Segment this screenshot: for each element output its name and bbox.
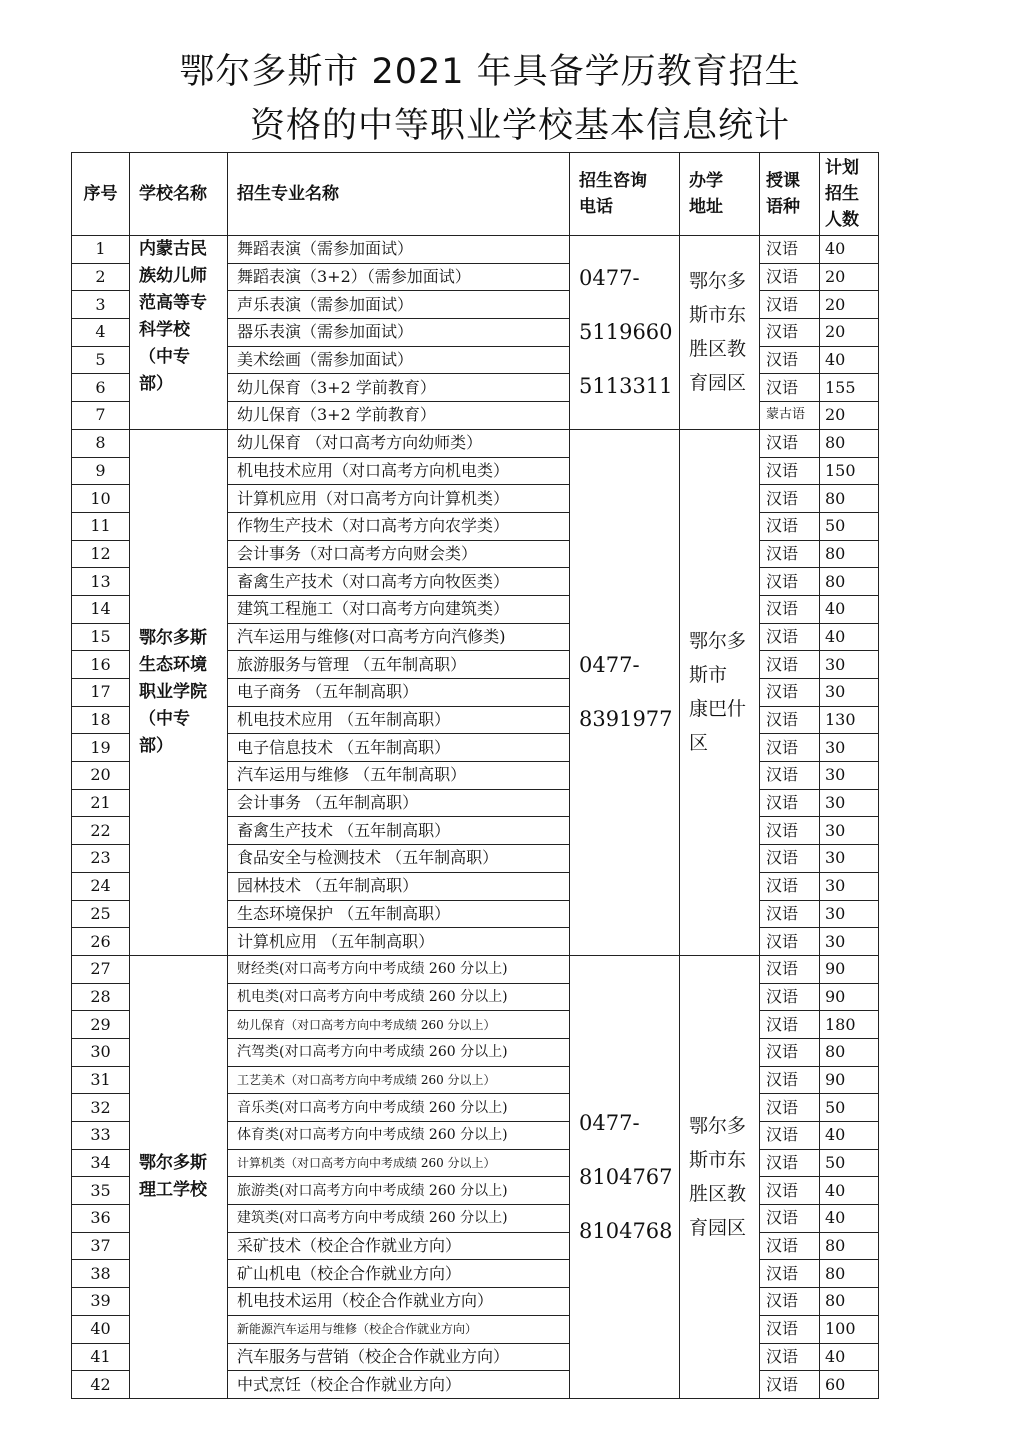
header-phone-line-2: 电话 [579,197,613,217]
planned-count-cell: 40 [820,1122,879,1150]
planned-count-cell: 40 [820,595,879,623]
planned-count-cell: 90 [820,983,879,1011]
serial-no-cell: 41 [72,1343,130,1371]
major-name-cell: 美术绘画（需参加面试） [228,346,570,374]
address-line: 胜区教 [689,1182,747,1205]
school-name-line: 部） [139,735,173,756]
planned-count-cell: 30 [820,845,879,873]
major-name-cell: 幼儿保育 （对口高考方向幼师类） [228,429,570,457]
major-name-cell: 建筑类(对口高考方向中考成绩 260 分以上) [228,1205,570,1233]
major-name-cell: 汽车运用与维修 （五年制高职） [228,762,570,790]
planned-count-cell: 50 [820,1094,879,1122]
serial-no-cell: 29 [72,1011,130,1039]
teaching-language-cell: 汉语 [760,955,820,983]
teaching-language-cell: 汉语 [760,540,820,568]
serial-no-cell: 1 [72,236,130,264]
address-line: 鄂尔多 [689,270,747,293]
consult-phone-cell [570,955,680,1398]
serial-no-cell: 18 [72,706,130,734]
teaching-language-cell: 汉语 [760,706,820,734]
teaching-language-cell: 汉语 [760,845,820,873]
serial-no-cell: 42 [72,1371,130,1399]
teaching-language-cell: 汉语 [760,1122,820,1150]
school-name-line: 职业学院 [139,681,207,702]
serial-no-cell: 15 [72,623,130,651]
address-line: 育园区 [689,1216,747,1239]
teaching-language-cell: 汉语 [760,734,820,762]
serial-no-cell: 27 [72,955,130,983]
serial-no-cell: 32 [72,1094,130,1122]
teaching-language-cell: 汉语 [760,1288,820,1316]
serial-no-cell: 13 [72,568,130,596]
header-planned-count [820,153,879,236]
serial-no-cell: 14 [72,595,130,623]
major-name-cell: 园林技术 （五年制高职） [228,872,570,900]
planned-count-cell: 30 [820,928,879,956]
serial-no-cell: 36 [72,1205,130,1233]
teaching-language-cell: 汉语 [760,1149,820,1177]
header-serial-no: 序号 [72,153,130,236]
header-school-name: 学校名称 [130,153,228,236]
serial-no-cell: 25 [72,900,130,928]
school-address-cell [680,955,760,1398]
address-line: 斯市东 [689,1148,747,1171]
major-name-cell: 汽车运用与维修(对口高考方向汽修类) [228,623,570,651]
major-name-cell: 机电类(对口高考方向中考成绩 260 分以上) [228,983,570,1011]
teaching-language-cell: 汉语 [760,679,820,707]
address-line: 区 [689,732,709,755]
teaching-language-cell: 汉语 [760,346,820,374]
header-count-line-3: 人数 [825,210,859,230]
phone-line: 5119660 [579,320,673,345]
major-name-cell: 食品安全与检测技术 （五年制高职） [228,845,570,873]
serial-no-cell: 30 [72,1038,130,1066]
school-name-line: （中专 [139,708,190,729]
planned-count-cell: 20 [820,291,879,319]
major-name-cell: 财经类(对口高考方向中考成绩 260 分以上) [228,955,570,983]
major-name-cell: 计算机应用（对口高考方向计算机类） [228,485,570,513]
planned-count-cell: 180 [820,1011,879,1039]
planned-count-cell: 150 [820,457,879,485]
header-language-line-2: 语种 [766,197,800,217]
phone-line: 8391977 [579,707,673,732]
serial-no-cell: 33 [72,1122,130,1150]
planned-count-cell: 40 [820,623,879,651]
table-header-row [72,153,879,236]
header-address-line-1: 办学 [689,171,723,191]
teaching-language-cell: 汉语 [760,1343,820,1371]
planned-count-cell: 20 [820,402,879,430]
serial-no-cell: 40 [72,1315,130,1343]
serial-no-cell: 17 [72,679,130,707]
planned-count-cell: 100 [820,1315,879,1343]
school-name-line: （中专 [139,347,190,367]
major-name-cell: 机电技术应用（对口高考方向机电类） [228,457,570,485]
serial-no-cell: 7 [72,402,130,430]
serial-no-cell: 39 [72,1288,130,1316]
header-language [760,153,820,236]
planned-count-cell: 30 [820,651,879,679]
major-name-cell: 采矿技术（校企合作就业方向） [228,1232,570,1260]
major-name-cell: 畜禽生产技术 （五年制高职） [228,817,570,845]
serial-no-cell: 11 [72,512,130,540]
planned-count-cell: 130 [820,706,879,734]
teaching-language-cell: 汉语 [760,429,820,457]
planned-count-cell: 50 [820,512,879,540]
planned-count-cell: 40 [820,1177,879,1205]
major-name-cell: 会计事务（对口高考方向财会类） [228,540,570,568]
planned-count-cell: 80 [820,1288,879,1316]
document-title-line-1: 鄂尔多斯市 2021 年具备学历教育招生 [179,52,801,92]
school-address-cell [680,429,760,955]
planned-count-cell: 80 [820,485,879,513]
major-name-cell: 电子商务 （五年制高职） [228,679,570,707]
planned-count-cell: 30 [820,679,879,707]
teaching-language-cell: 汉语 [760,1260,820,1288]
major-name-cell: 声乐表演（需参加面试） [228,291,570,319]
major-name-cell: 计算机类（对口高考方向中考成绩 260 分以上） [228,1149,570,1177]
major-name-cell: 新能源汽车运用与维修（校企合作就业方向） [228,1315,570,1343]
serial-no-cell: 37 [72,1232,130,1260]
planned-count-cell: 80 [820,429,879,457]
address-line: 康巴什 [689,698,747,721]
document-title-line-2: 资格的中等职业学校基本信息统计 [249,106,790,146]
teaching-language-cell: 汉语 [760,263,820,291]
planned-count-cell: 20 [820,263,879,291]
teaching-language-cell: 汉语 [760,1066,820,1094]
planned-count-cell: 80 [820,540,879,568]
planned-count-cell: 30 [820,762,879,790]
major-name-cell: 幼儿保育（3+2 学前教育） [228,374,570,402]
serial-no-cell: 26 [72,928,130,956]
serial-no-cell: 21 [72,789,130,817]
address-line: 胜区教 [689,338,747,361]
planned-count-cell: 60 [820,1371,879,1399]
major-name-cell: 机电技术应用 （五年制高职） [228,706,570,734]
serial-no-cell: 38 [72,1260,130,1288]
major-name-cell: 计算机应用 （五年制高职） [228,928,570,956]
school-name-line: 部） [139,374,173,394]
major-name-cell: 音乐类(对口高考方向中考成绩 260 分以上) [228,1094,570,1122]
serial-no-cell: 20 [72,762,130,790]
school-name-line: 科学校 [139,320,190,340]
phone-line: 5113311 [579,374,673,399]
serial-no-cell: 23 [72,845,130,873]
teaching-language-cell: 汉语 [760,512,820,540]
header-major-name: 招生专业名称 [228,153,570,236]
serial-no-cell: 4 [72,319,130,347]
major-name-cell: 体育类(对口高考方向中考成绩 260 分以上) [228,1122,570,1150]
school-name-line: 生态环境 [139,654,207,675]
serial-no-cell: 12 [72,540,130,568]
teaching-language-cell: 汉语 [760,1177,820,1205]
header-phone-line-1: 招生咨询 [579,171,647,191]
planned-count-cell: 90 [820,1066,879,1094]
table-row [72,236,879,264]
major-name-cell: 旅游服务与管理 （五年制高职） [228,651,570,679]
serial-no-cell: 10 [72,485,130,513]
address-line: 鄂尔多 [689,1114,747,1137]
header-address-line-2: 地址 [689,197,723,217]
consult-phone-cell [570,236,680,430]
teaching-language-cell: 汉语 [760,1315,820,1343]
teaching-language-cell: 汉语 [760,1094,820,1122]
school-name-cell [130,236,228,430]
major-name-cell: 中式烹饪（校企合作就业方向） [228,1371,570,1399]
planned-count-cell: 30 [820,789,879,817]
address-line: 斯市 [689,664,728,687]
teaching-language-cell: 汉语 [760,291,820,319]
serial-no-cell: 22 [72,817,130,845]
school-name-line: 鄂尔多斯 [139,627,207,648]
phone-line: 0477- [579,653,640,678]
phone-line: 8104767 [579,1164,673,1189]
planned-count-cell: 80 [820,1038,879,1066]
major-name-cell: 机电技术运用（校企合作就业方向） [228,1288,570,1316]
school-name-line: 范高等专 [139,293,207,313]
major-name-cell: 汽车服务与营销（校企合作就业方向） [228,1343,570,1371]
serial-no-cell: 19 [72,734,130,762]
teaching-language-cell: 汉语 [760,1205,820,1233]
teaching-language-cell: 汉语 [760,983,820,1011]
major-name-cell: 舞蹈表演（3+2）（需参加面试） [228,263,570,291]
teaching-language-cell: 汉语 [760,1011,820,1039]
address-line: 鄂尔多 [689,630,747,653]
planned-count-cell: 40 [820,1343,879,1371]
planned-count-cell: 40 [820,236,879,264]
major-name-cell: 畜禽生产技术（对口高考方向牧医类） [228,568,570,596]
school-name-line: 理工学校 [139,1179,207,1200]
teaching-language-cell: 汉语 [760,900,820,928]
major-name-cell: 会计事务 （五年制高职） [228,789,570,817]
major-name-cell: 作物生产技术（对口高考方向农学类） [228,512,570,540]
major-name-cell: 工艺美术（对口高考方向中考成绩 260 分以上） [228,1066,570,1094]
teaching-language-cell: 汉语 [760,374,820,402]
header-count-line-2: 招生 [825,184,859,204]
school-name-cell [130,955,228,1398]
teaching-language-cell: 汉语 [760,1371,820,1399]
major-name-cell: 旅游类(对口高考方向中考成绩 260 分以上) [228,1177,570,1205]
table-body [72,236,879,1399]
planned-count-cell: 20 [820,319,879,347]
address-line: 斯市东 [689,304,747,327]
major-name-cell: 舞蹈表演（需参加面试） [228,236,570,264]
teaching-language-cell: 汉语 [760,623,820,651]
school-name-cell [130,429,228,955]
school-address-cell [680,236,760,430]
major-name-cell: 建筑工程施工（对口高考方向建筑类） [228,595,570,623]
serial-no-cell: 16 [72,651,130,679]
teaching-language-cell: 汉语 [760,789,820,817]
teaching-language-cell: 汉语 [760,1038,820,1066]
school-info-table [71,152,879,1399]
header-address [680,153,760,236]
major-name-cell: 电子信息技术 （五年制高职） [228,734,570,762]
teaching-language-cell: 汉语 [760,817,820,845]
planned-count-cell: 80 [820,1260,879,1288]
teaching-language-cell: 汉语 [760,872,820,900]
major-name-cell: 生态环境保护 （五年制高职） [228,900,570,928]
major-name-cell: 幼儿保育（对口高考方向中考成绩 260 分以上） [228,1011,570,1039]
teaching-language-cell: 汉语 [760,457,820,485]
header-count-line-1: 计划 [825,158,859,178]
serial-no-cell: 9 [72,457,130,485]
serial-no-cell: 6 [72,374,130,402]
major-name-cell: 器乐表演（需参加面试） [228,319,570,347]
table-row [72,955,879,983]
planned-count-cell: 30 [820,872,879,900]
school-name-line: 族幼儿师 [139,266,207,286]
serial-no-cell: 24 [72,872,130,900]
serial-no-cell: 28 [72,983,130,1011]
major-name-cell: 幼儿保育（3+2 学前教育） [228,402,570,430]
planned-count-cell: 80 [820,568,879,596]
teaching-language-cell: 汉语 [760,485,820,513]
teaching-language-cell: 汉语 [760,319,820,347]
planned-count-cell: 30 [820,817,879,845]
planned-count-cell: 40 [820,1205,879,1233]
teaching-language-cell: 汉语 [760,595,820,623]
planned-count-cell: 30 [820,734,879,762]
school-name-line: 鄂尔多斯 [139,1152,207,1173]
serial-no-cell: 8 [72,429,130,457]
header-language-line-1: 授课 [766,171,800,191]
planned-count-cell: 30 [820,900,879,928]
consult-phone-cell [570,429,680,955]
teaching-language-cell: 汉语 [760,762,820,790]
major-name-cell: 汽驾类(对口高考方向中考成绩 260 分以上) [228,1038,570,1066]
serial-no-cell: 5 [72,346,130,374]
phone-line: 8104768 [579,1218,673,1243]
serial-no-cell: 3 [72,291,130,319]
major-name-cell: 矿山机电（校企合作就业方向） [228,1260,570,1288]
teaching-language-cell: 汉语 [760,1232,820,1260]
planned-count-cell: 40 [820,346,879,374]
table-row [72,429,879,457]
teaching-language-cell: 汉语 [760,568,820,596]
teaching-language-cell: 汉语 [760,928,820,956]
school-name-line: 内蒙古民 [139,239,207,259]
planned-count-cell: 155 [820,374,879,402]
serial-no-cell: 35 [72,1177,130,1205]
address-line: 育园区 [689,372,747,395]
phone-line: 0477- [579,1110,640,1135]
teaching-language-cell: 蒙古语 [760,402,820,430]
teaching-language-cell: 汉语 [760,651,820,679]
planned-count-cell: 80 [820,1232,879,1260]
serial-no-cell: 31 [72,1066,130,1094]
teaching-language-cell: 汉语 [760,236,820,264]
serial-no-cell: 2 [72,263,130,291]
serial-no-cell: 34 [72,1149,130,1177]
planned-count-cell: 90 [820,955,879,983]
planned-count-cell: 50 [820,1149,879,1177]
phone-line: 0477- [579,266,640,291]
header-phone [570,153,680,236]
